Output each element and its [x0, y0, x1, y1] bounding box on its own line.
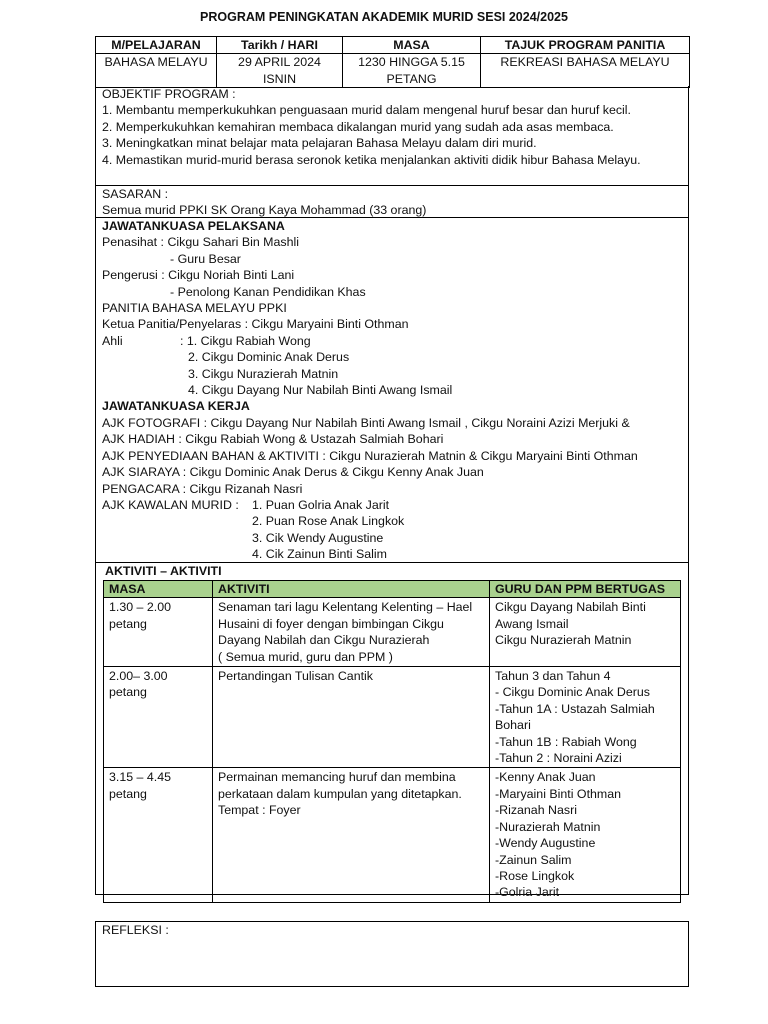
staff-line: -Maryaini Binti Othman — [495, 786, 622, 801]
reflection-label: REFLEKSI : — [102, 923, 169, 937]
work-committee-line: AJK HADIAH : Cikgu Rabiah Wong & Ustazah Salmiah Bohari — [102, 432, 444, 447]
time-period: petang — [109, 616, 147, 631]
advisor-name: Cikgu Sahari Bin Mashli — [167, 235, 299, 250]
time-cell — [104, 768, 213, 902]
time-cell — [104, 667, 213, 768]
work-committee-line: AJK FOTOGRAFI : Cikgu Dayang Nur Nabilah Binti Awang Ismail , Cikgu Noraini Azizi Merjuki & — [102, 415, 630, 430]
members-line — [102, 333, 682, 349]
date-value: 29 APRIL 2024 — [238, 55, 321, 70]
activity-cell — [213, 768, 490, 902]
work-committee-heading: JAWATANKUASA KERJA — [102, 399, 250, 414]
time-range: 1.30 – 2.00 — [109, 600, 172, 615]
time-period: PETANG — [386, 71, 437, 86]
activity-line: Tempat : Foyer — [218, 803, 301, 818]
staff-line: -Tahun 2 : Noraini Azizi — [495, 751, 622, 766]
member-item: 2. Cikgu Dominic Anak Derus — [188, 350, 350, 365]
staff-line: Cikgu Nurazierah Matnin — [495, 633, 632, 648]
target-section — [95, 185, 689, 218]
col-aktiviti: AKTIVITI — [213, 581, 490, 598]
time-cell — [343, 54, 481, 88]
program-info-header-row — [96, 37, 690, 54]
activity-line: Husaini di foyer dengan bimbingan Cikgu — [218, 616, 444, 631]
staff-line: -Tahun 1A : Ustazah Salmiah — [495, 701, 655, 716]
time-value: 1230 HINGGA 5.15 — [358, 55, 465, 70]
member-item: 4. Cikgu Dayang Nur Nabilah Binti Awang Ismail — [188, 383, 453, 398]
member-item: 3. Cikgu Nurazierah Matnin — [188, 366, 339, 381]
program-cell: REKREASI BAHASA MELAYU — [481, 54, 690, 88]
work-committee-line: AJK SIARAYA : Cikgu Dominic Anak Derus & Cikgu Kenny Anak Juan — [102, 465, 484, 480]
staff-cell — [490, 598, 681, 667]
staff-cell — [490, 768, 681, 902]
control-item: 3. Cik Wendy Augustine — [252, 530, 384, 545]
activity-line: Permainan memancing huruf dan membina — [218, 770, 456, 785]
work-committee-line: PENGACARA : Cikgu Rizanah Nasri — [102, 481, 303, 496]
activity-line: perkataan dalam kumpulan yang ditetapkan. — [218, 786, 462, 801]
program-info-table — [95, 36, 690, 88]
reflection-box — [95, 921, 689, 987]
objectives-section — [95, 86, 689, 186]
staff-line: Tahun 3 dan Tahun 4 — [495, 669, 611, 684]
control-label: AJK KAWALAN MURID : — [102, 497, 239, 512]
col-masa: MASA — [104, 581, 213, 598]
control-item: 4. Cik Zainun Binti Salim — [252, 547, 387, 562]
staff-line: -Rose Lingkok — [495, 868, 575, 883]
objective-item: 4. Memastikan murid-murid berasa seronok ketika menjalankan aktiviti didik hibur Bahasa Melayu. — [102, 152, 641, 167]
time-period: petang — [109, 786, 147, 801]
committee-heading: JAWATANKUASA PELAKSANA — [102, 219, 285, 233]
col-date: Tarikh / HARI — [217, 37, 343, 54]
staff-line: -Golria Jarit — [495, 885, 560, 900]
staff-line: -Nurazierah Matnin — [495, 819, 601, 834]
staff-line: -Wendy Augustine — [495, 836, 596, 851]
control-item: 2. Puan Rose Anak Lingkok — [252, 514, 405, 529]
time-range: 3.15 – 4.45 — [109, 770, 172, 785]
day-value: ISNIN — [262, 71, 297, 86]
chair-name: Cikgu Noriah Binti Lani — [168, 268, 295, 283]
activity-line: Dayang Nabilah dan Cikgu Nurazierah — [218, 633, 430, 648]
advisor-role: - Guru Besar — [170, 251, 241, 266]
table-row — [104, 667, 681, 768]
subject-cell: BAHASA MELAYU — [96, 54, 217, 88]
staff-line: -Rizanah Nasri — [495, 803, 577, 818]
panel-heading: PANITIA BAHASA MELAYU PPKI — [102, 301, 287, 316]
activities-table — [103, 580, 681, 903]
time-range: 2.00– 3.00 — [109, 669, 168, 684]
activity-cell — [213, 598, 490, 667]
table-row — [104, 598, 681, 667]
col-program: TAJUK PROGRAM PANITIA — [481, 37, 690, 54]
activity-line: ( Semua murid, guru dan PPM ) — [218, 649, 393, 664]
time-period: petang — [109, 685, 147, 700]
panel-head: Ketua Panitia/Penyelaras : Cikgu Maryaini Binti Othman — [102, 317, 409, 332]
target-heading: SASARAN : — [102, 187, 169, 201]
objectives-heading: OBJEKTIF PROGRAM : — [102, 87, 236, 101]
committee-section — [95, 217, 689, 563]
objective-item: 1. Membantu memperkukuhkan penguasaan murid dalam mengenal huruf besar dan huruf kecil. — [102, 103, 631, 118]
activity-line: Pertandingan Tulisan Cantik — [218, 669, 373, 684]
col-subject: M/PELAJARAN — [96, 37, 217, 54]
time-cell — [104, 598, 213, 667]
activities-heading: AKTIVITI – AKTIVITI — [105, 564, 222, 578]
work-committee-line: AJK PENYEDIAAN BAHAN & AKTIVITI : Cikgu Nurazierah Matnin & Cikgu Maryaini Binti Othman — [102, 448, 638, 463]
control-item: 1. Puan Golria Anak Jarit — [252, 497, 390, 512]
col-guru: GURU DAN PPM BERTUGAS — [490, 581, 681, 598]
advisor-line — [102, 234, 682, 250]
objective-item: 2. Memperkukuhkan kemahiran membaca dikalangan murid yang sudah ada asas membaca. — [102, 119, 614, 134]
activity-line: Senaman tari lagu Kelentang Kelenting – Hael — [218, 600, 473, 615]
table-row — [104, 768, 681, 902]
document-title: PROGRAM PENINGKATAN AKADEMIK MURID SESI 2024/2025 — [200, 10, 568, 24]
staff-line: Awang Ismail — [495, 616, 569, 631]
chair-label: Pengerusi : — [102, 268, 165, 283]
advisor-label: Penasihat : — [102, 235, 164, 250]
staff-line: -Tahun 1B : Rabiah Wong — [495, 734, 637, 749]
member-item: : 1. Cikgu Rabiah Wong — [180, 333, 311, 348]
col-time: MASA — [343, 37, 481, 54]
staff-line: - Cikgu Dominic Anak Derus — [495, 685, 650, 700]
program-info-row — [96, 54, 690, 88]
control-line — [102, 497, 682, 513]
staff-line: -Zainun Salim — [495, 852, 572, 867]
objective-item: 3. Meningkatkan minat belajar mata pelajaran Bahasa Melayu dalam diri murid. — [102, 136, 537, 151]
target-text: Semua murid PPKI SK Orang Kaya Mohammad (33 orang) — [102, 203, 427, 218]
staff-line: Cikgu Dayang Nabilah Binti — [495, 600, 646, 615]
activity-cell — [213, 667, 490, 768]
chair-role: - Penolong Kanan Pendidikan Khas — [170, 284, 366, 299]
staff-line: -Kenny Anak Juan — [495, 770, 596, 785]
date-cell — [217, 54, 343, 88]
members-label: Ahli — [102, 333, 123, 348]
staff-cell — [490, 667, 681, 768]
staff-line: Bohari — [495, 718, 531, 733]
activities-header-row — [104, 581, 681, 598]
chair-line — [102, 267, 682, 283]
